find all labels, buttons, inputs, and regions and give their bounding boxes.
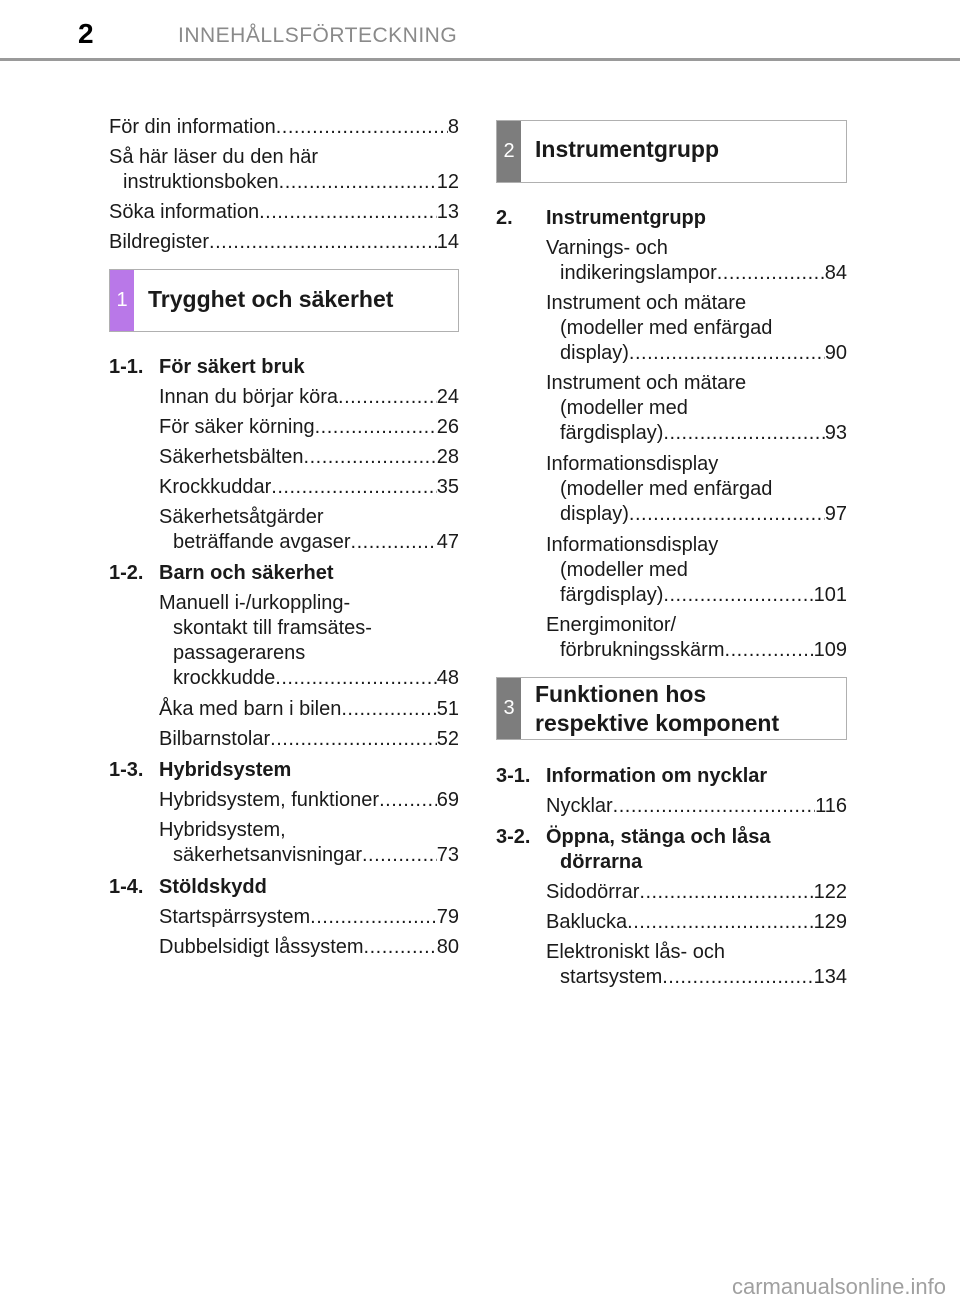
toc-page-number: 26: [436, 416, 459, 438]
toc-page-number: 8: [447, 116, 459, 138]
page-number: 2: [78, 18, 94, 49]
chapter-3-tab: 3: [497, 678, 521, 739]
toc-entry[interactable]: Manuell i-/urkoppling- skontakt till framsätes- passagerarens krockkudde ..... 48: [159, 591, 459, 691]
toc-page-number: 134: [813, 966, 847, 988]
toc-page-number: 90: [824, 342, 847, 364]
chapter-1-title: Trygghet och säkerhet: [148, 286, 394, 312]
toc-entry[interactable]: För din information ..... 8: [109, 115, 459, 140]
toc-page-number: 73: [436, 844, 459, 866]
toc-page-number: 80: [436, 936, 459, 958]
toc-page-number: 13: [436, 201, 459, 223]
toc-page-number: 28: [436, 446, 459, 468]
toc-entry[interactable]: Åka med barn i bilen ..... 51: [159, 697, 459, 722]
chapter-3-title: Funktionen hos respektive komponent: [535, 681, 780, 736]
toc-page-number: 129: [813, 911, 847, 933]
toc-page-number: 48: [436, 667, 459, 689]
toc-page-number: 79: [436, 906, 459, 928]
toc-entry[interactable]: Hybridsystem, säkerhetsanvisningar ..... 73: [159, 818, 459, 868]
chapter-3-header[interactable]: [496, 677, 847, 740]
toc-entry[interactable]: Hybridsystem, funktioner ..... 69: [159, 788, 459, 813]
toc-page-number: 14: [436, 231, 459, 253]
chapter-2-tab: 2: [497, 121, 521, 182]
chapter-1-tab: 1: [110, 270, 134, 331]
chapter-2-header[interactable]: [496, 120, 847, 183]
toc-entry[interactable]: Energimonitor/ förbrukningsskärm ..... 109: [546, 613, 847, 663]
toc-entry[interactable]: Informationsdisplay (modeller med enfärgad display) ..... 97: [546, 452, 847, 527]
toc-entry[interactable]: Informationsdisplay (modeller med färgdisplay) ..... 101: [546, 533, 847, 608]
toc-entry[interactable]: Dubbelsidigt låssystem ..... 80: [159, 935, 459, 960]
toc-page-number: 97: [824, 503, 847, 525]
toc-entry[interactable]: Sidodörrar ..... 122: [546, 880, 847, 905]
toc-entry[interactable]: Instrument och mätare (modeller med färgdisplay) ..... 93: [546, 371, 847, 446]
page-header: [0, 0, 960, 62]
toc-page-number: 122: [813, 881, 847, 903]
chapter-1-header[interactable]: [109, 269, 459, 332]
toc-page-number: 116: [815, 795, 847, 817]
page-title: INNEHÅLLSFÖRTECKNING: [178, 24, 458, 47]
toc-entry[interactable]: Elektroniskt lås- och startsystem ..... 134: [546, 940, 847, 990]
toc-page-number: 24: [436, 386, 459, 408]
toc-page-number: 109: [813, 639, 847, 661]
toc-page-number: 52: [436, 728, 459, 750]
toc-page-number: 47: [436, 531, 459, 553]
chapter-2-title: Instrumentgrupp: [535, 136, 719, 162]
toc-page-number: 35: [436, 476, 459, 498]
toc-entry[interactable]: Säkerhetsbälten ..... 28: [159, 445, 459, 470]
toc-page-number: 101: [813, 584, 847, 606]
watermark: carmanualsonline.info: [731, 1274, 946, 1299]
toc-entry[interactable]: Bildregister ..... 14: [109, 230, 459, 255]
toc-entry[interactable]: För säker körning ..... 26: [159, 415, 459, 440]
toc-entry[interactable]: Baklucka ..... 129: [546, 910, 847, 935]
toc-entry[interactable]: Varnings- och indikeringslampor ..... 84: [546, 236, 847, 286]
header-divider: [0, 58, 960, 61]
toc-entry[interactable]: Säkerhetsåtgärder beträffande avgaser ..... 47: [159, 505, 459, 555]
toc-entry[interactable]: Bilbarnstolar ..... 52: [159, 727, 459, 752]
toc-entry[interactable]: Söka information ..... 13: [109, 200, 459, 225]
toc-entry[interactable]: Startspärrsystem ..... 79: [159, 905, 459, 930]
toc-page-number: 12: [436, 171, 459, 193]
toc-page-number: 93: [824, 422, 847, 444]
toc-page-number: 51: [436, 698, 459, 720]
toc-entry[interactable]: Innan du börjar köra ..... 24: [159, 385, 459, 410]
toc-entry[interactable]: Så här läser du den här instruktionsboken ..... 12: [109, 145, 459, 195]
toc-page-number: 69: [436, 789, 459, 811]
toc-page-number: 84: [824, 262, 847, 284]
toc-entry[interactable]: Instrument och mätare (modeller med enfärgad display) ..... 90: [546, 291, 847, 366]
toc-entry[interactable]: Krockkuddar ..... 35: [159, 475, 459, 500]
toc-entry[interactable]: Nycklar ..... 116: [546, 794, 847, 819]
